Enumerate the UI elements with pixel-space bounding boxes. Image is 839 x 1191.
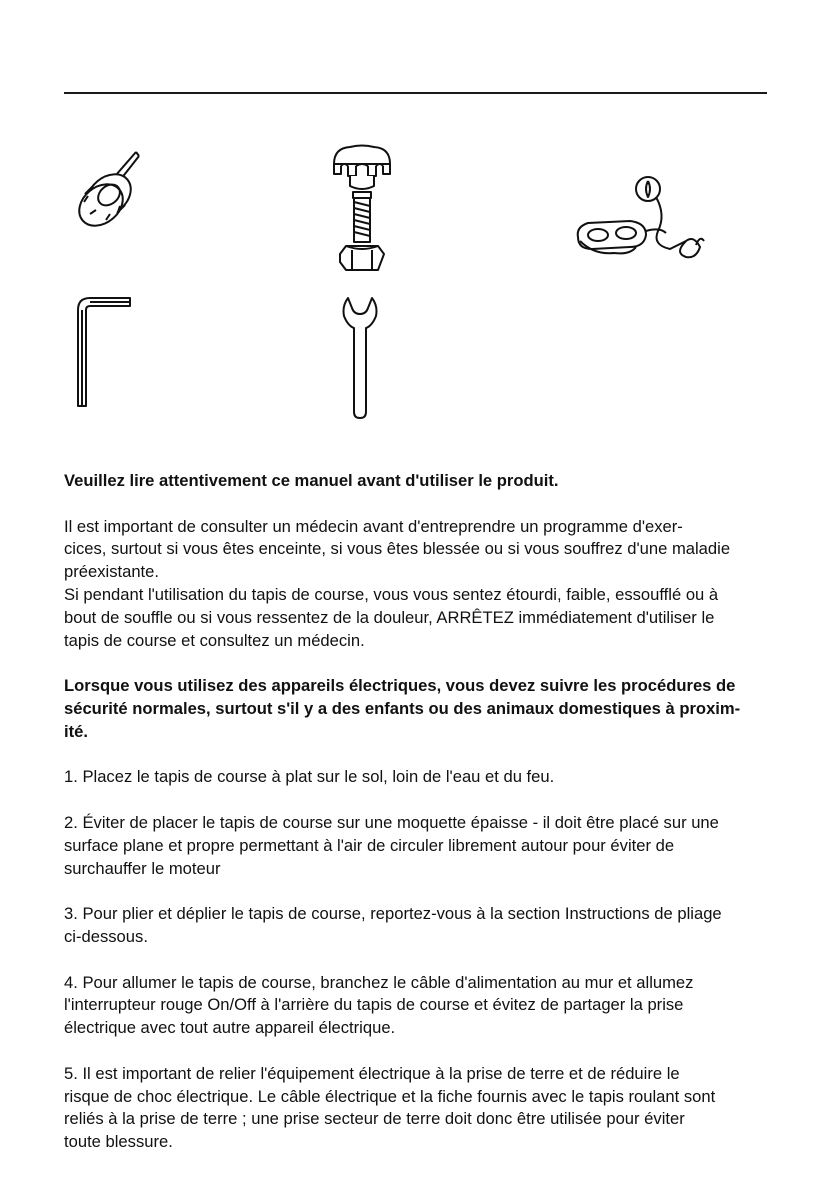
list-item: 3. Pour plier et déplier le tapis de course, reportez-vous à la section Instructions de pliage ci-dessous.: [64, 904, 722, 946]
safety-key-clip-icon: [574, 175, 710, 267]
list-item: 4. Pour allumer le tapis de course, branchez le câble d'alimentation au mur et allumez l'interrupteur rouge On/Off à l'arrière du tapis de course et évitez de partager la prise électrique avec tout autre appareil électrique.: [64, 972, 694, 1038]
knob-screw-icon: [76, 150, 146, 230]
electrical-safety-heading: Lorsque vous utilisez des appareils électriques, vous devez suivre les procédures de sécurité normales, surtout s'il y a des enfants ou des animaux domestiques à proxim- ité.: [64, 676, 741, 741]
manual-content: [64, 470, 774, 1154]
star-knob-bolt-nut-icon: [330, 142, 394, 277]
open-end-wrench-icon: [342, 296, 378, 420]
allen-key-icon: [76, 296, 134, 411]
list-item: 2. Éviter de placer le tapis de course sur une moquette épaisse - il doit être placé sur une surface plane et propre permettant à l'air de circuler librement autour pour éviter de surchauffer le moteur: [64, 812, 719, 878]
intro-text: Veuillez lire attentivement ce manuel avant d'utiliser le produit.: [64, 471, 559, 490]
header-rule: [64, 92, 767, 94]
list-item: 5. Il est important de relier l'équipement électrique à la prise de terre et de réduire le risque de choc électrique. Le câble électrique et la fiche fournis avec le tapis roulant sont reliés à la prise de terre ; une prise secteur de terre doit donc être utilisée pour éviter toute blessure.: [64, 1063, 716, 1152]
medical-warning-paragraph: Il est important de consulter un médecin avant d'entreprendre un programme d'exer- cices, surtout si vous êtes enceinte, si vous êtes blessée ou si vous souffrez d'une maladie préexistante. Si pendant l'utilisation du tapis de course, vous vous sentez étourdi, faible, essoufflé ou à bout de souffle ou si vous ressentez de la douleur, ARRÊTEZ immédiatement d'utiliser le tapis de course et consultez un médecin.: [64, 516, 731, 650]
list-item: 1. Placez le tapis de course à plat sur le sol, loin de l'eau et du feu.: [64, 767, 555, 787]
